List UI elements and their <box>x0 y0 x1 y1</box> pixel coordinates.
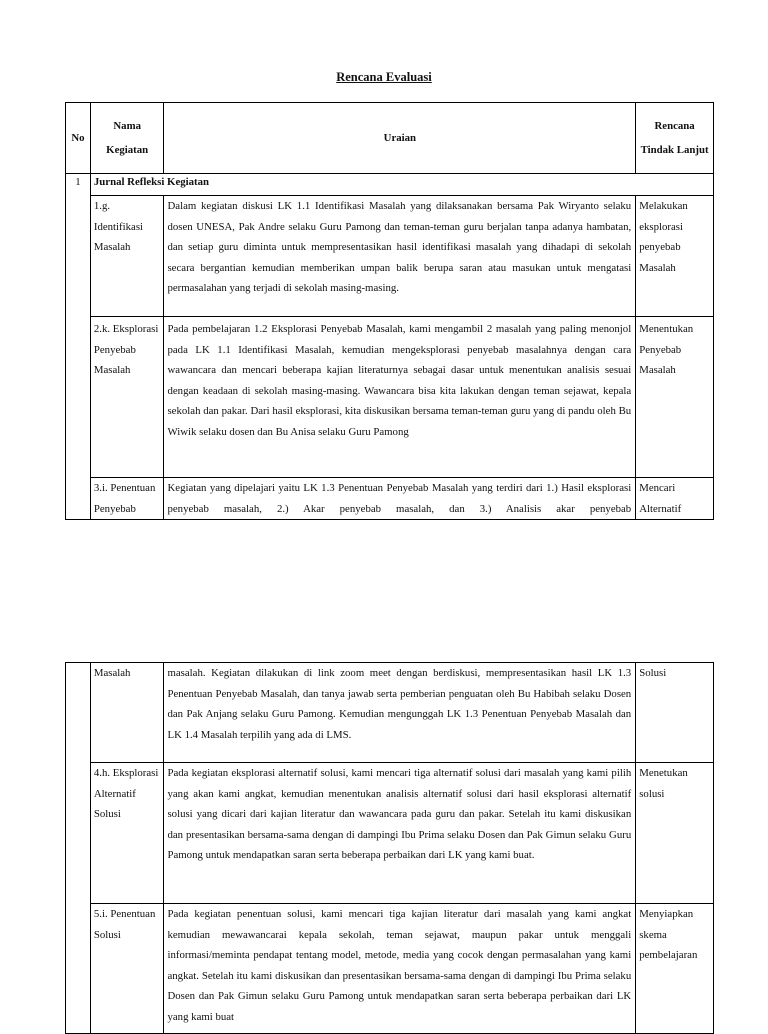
follow-up-plan: Solusi <box>636 663 714 763</box>
table-header-row <box>66 103 714 174</box>
table-row <box>66 763 714 904</box>
header-nama-kegiatan: Nama Kegiatan <box>90 103 164 174</box>
follow-up-plan <box>636 478 714 520</box>
follow-up-plan: Menentukan Penyebab Masalah <box>636 317 714 478</box>
number-column-continued <box>66 663 91 1034</box>
activity-name: 2.k. Eksplorasi Penyebab Masalah <box>90 317 164 478</box>
activity-description-text: Kegiatan yang dipelajari yaitu LK 1.3 Penentuan Penyebab Masalah yang terdiri dari 1.) Hasil eksplorasi penyebab masalah, 2.) Akar penyebab masalah, dan 3.) Analisis akar penyebab <box>167 482 632 515</box>
section-row <box>66 174 714 196</box>
header-uraian: Uraian <box>164 103 636 174</box>
activity-name-text: 3.i. Penentuan Penyebab <box>93 482 156 515</box>
evaluation-table-continued <box>65 662 714 1034</box>
table-row <box>66 196 714 317</box>
activity-description: Pada kegiatan penentuan solusi, kami mencari tiga kajian literatur dari masalah yang kami angkat kemudian mewawancarai kepala sekolah, teman sejawat, maupun pakar untuk menggali informasi/meminta pendapat tentang model, metode, media yang cocok dengan permasalahan yang kami angkat. Setelah itu kami diskusikan dan presentasikan bersama-sama dengan di dampingi Ibu Prima selaku Dosen dan Pak Gimun selaku Guru Pamong untuk mendapatkan saran serta beberapa perbaikan dari LK yang kami buat <box>164 904 636 1034</box>
activity-description: Pada kegiatan eksplorasi alternatif solusi, kami mencari tiga alternatif solusi dari masalah yang kami pilih yang akan kami angkat, kemudian menentukan analisis alternatif solusi dari hasil eksplorasi alternatif solusi yang dicari dari kajian literatur dan wawancara pada guru dan pakar. Setelah itu kami diskusikan dan presentasikan bersama-sama dengan di dampingi Ibu Prima selaku Dosen dan Pak Gimun selaku Guru Pamong untuk mendapatkan saran serta beberapa perbaikan dari LK yang kami buat. <box>164 763 636 904</box>
activity-name <box>90 478 164 520</box>
page-title: Rencana Evaluasi <box>336 70 432 84</box>
table-row <box>66 904 714 1034</box>
table-row <box>66 478 714 520</box>
activity-name: 5.i. Penentuan Solusi <box>90 904 164 1034</box>
evaluation-table <box>65 102 714 520</box>
follow-up-plan: Melakukan eksplorasi penyebab Masalah <box>636 196 714 317</box>
follow-up-plan-text: Mencari Alternatif <box>639 482 682 515</box>
follow-up-plan: Menetukan solusi <box>636 763 714 904</box>
activity-description <box>164 478 636 520</box>
table-row <box>66 317 714 478</box>
activity-name: 4.h. Eksplorasi Alternatif Solusi <box>90 763 164 904</box>
table-row <box>66 663 714 763</box>
header-no: No <box>66 103 91 174</box>
section-number: 1 <box>66 174 91 520</box>
activity-name: Masalah <box>90 663 164 763</box>
activity-description: masalah. Kegiatan dilakukan di link zoom meet dengan berdiskusi, mempresentasikan hasil LK 1.3 Penentuan Penyebab Masalah, dan tanya jawab serta pemberian penguatan oleh Bu Habibah selaku Dosen dan Pak Anjang selaku Guru Pamong. Kemudian mengunggah LK 1.3 Penentuan Penyebab Masalah dan LK 1.4 Masalah terpilih yang ada di LMS. <box>164 663 636 763</box>
activity-description: Pada pembelajaran 1.2 Eksplorasi Penyebab Masalah, kami mengambil 2 masalah yang paling menonjol pada LK 1.1 Identifikasi Masalah, kemudian mengeksplorasi penyebab masalahnya dengan cara wawancara dan mencari beberapa kajian literaturnya sebagai dasar untuk menentukan analisis sesuai dengan keadaan di sekolah masing-masing. Wawancara bisa kita lakukan dengan teman sejawat, kepala sekolah dan pakar. Dari hasil eksplorasi, kita diskusikan bersama teman-teman guru yang di pandu oleh Bu Wiwik selaku dosen dan Bu Anisa selaku Guru Pamong <box>164 317 636 478</box>
header-rencana-tindak-lanjut: Rencana Tindak Lanjut <box>636 103 714 174</box>
activity-description: Dalam kegiatan diskusi LK 1.1 Identifikasi Masalah yang dilaksanakan bersama Pak Wiryanto selaku dosen UNESA, Pak Andre selaku Guru Pamong dan teman-teman guru berjalan tanpa adanya hambatan, dan setiap guru diminta untuk mempresentasikan hasil identifikasi masalah yang dihadapi di sekolah secara bergantian kemudian memberikan umpan balik berupa saran atau masukan untuk mengatasi permasalahan yang terjadi di sekolah masing-masing. <box>164 196 636 317</box>
section-label: Jurnal Refleksi Kegiatan <box>90 174 713 196</box>
activity-name: 1.g. Identifikasi Masalah <box>90 196 164 317</box>
follow-up-plan: Menyiapkan skema pembelajaran <box>636 904 714 1034</box>
